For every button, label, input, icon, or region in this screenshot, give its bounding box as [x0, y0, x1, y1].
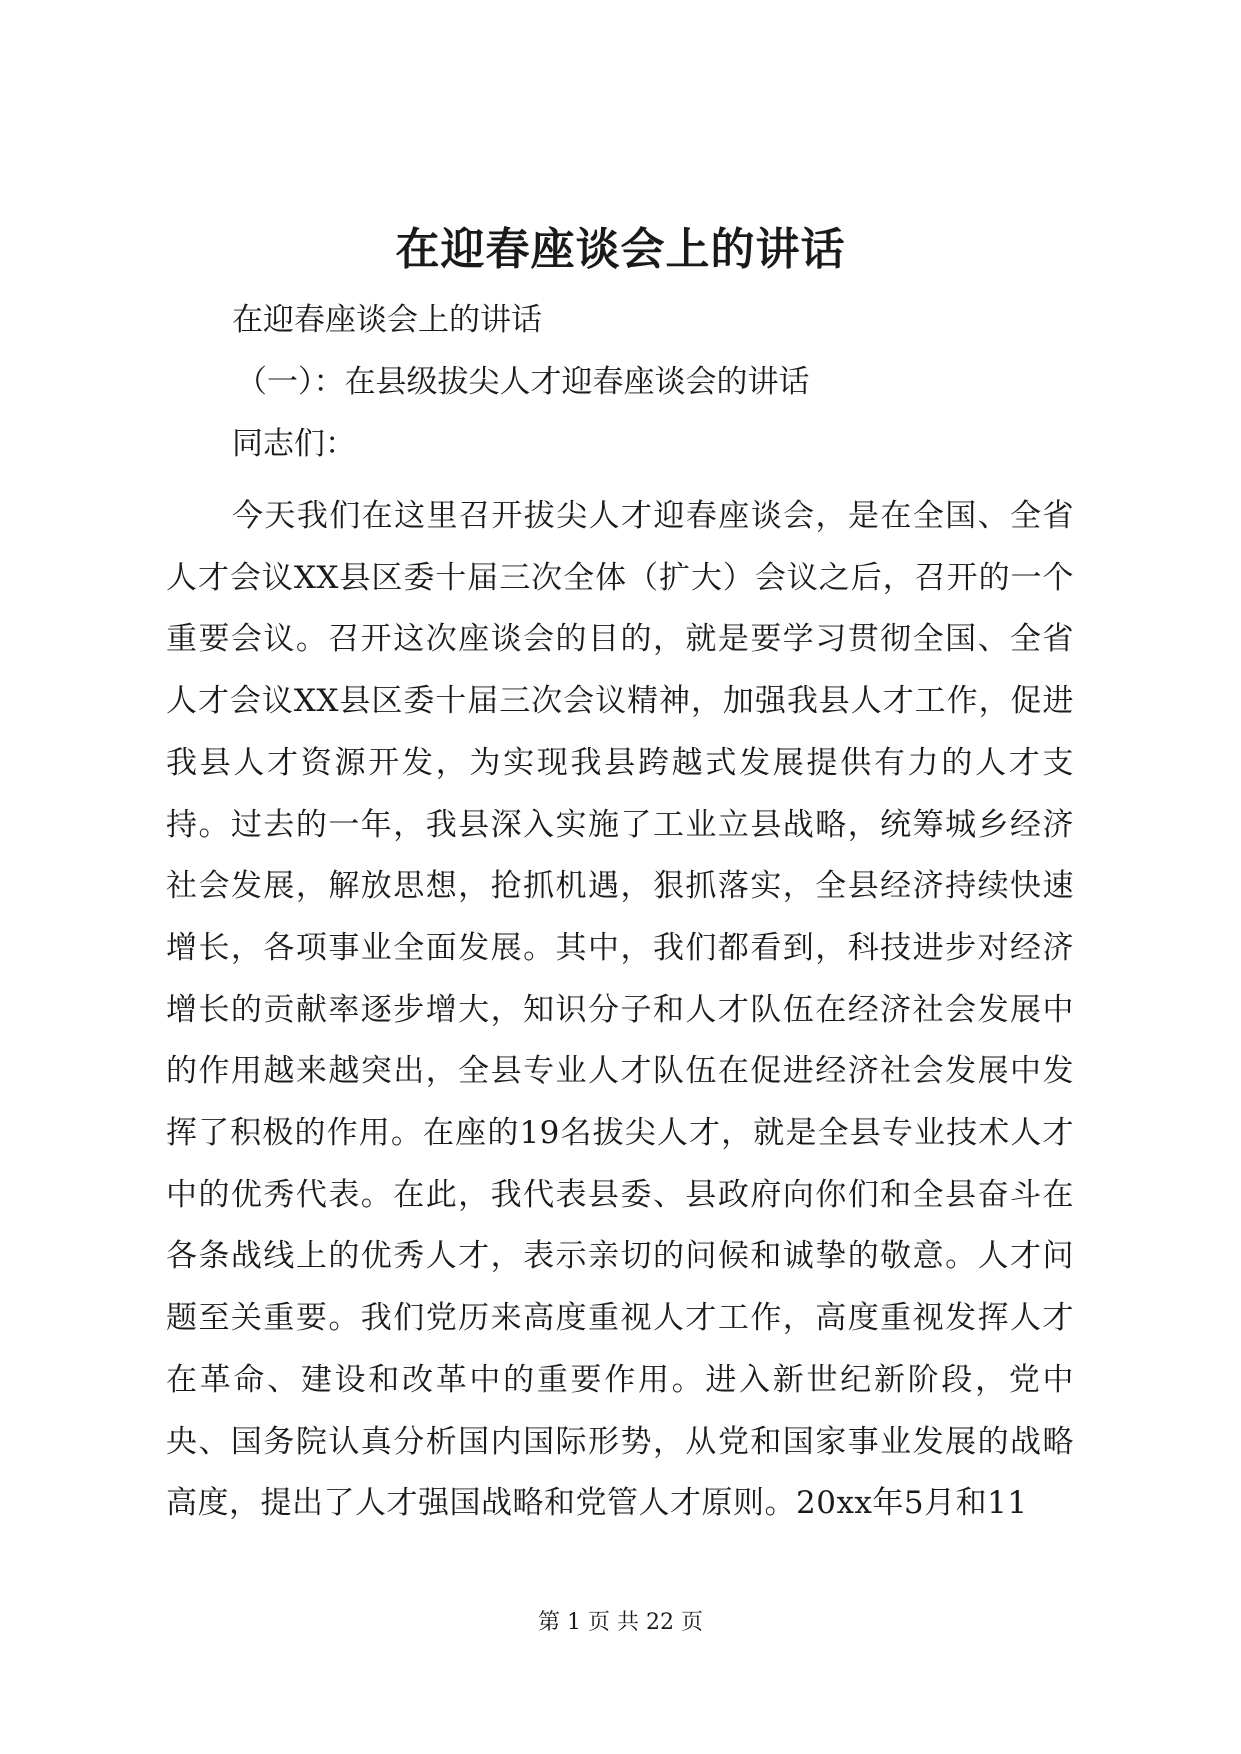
greeting: 同志们：: [232, 426, 356, 462]
document-title: 在迎春座谈会上的讲话: [395, 224, 846, 275]
page-footer: 第 1 页 共 22 页: [538, 1610, 703, 1635]
body-paragraph: 今天我们在这里召开拔尖人才迎春座谈会，是在全国、全省人才会议XX县区委十届三次全体（扩大）会议之后，召开的一个重要会议。召开这次座谈会的目的，就是要学习贯彻全国、全省人才会议XX县区委十届三次会议精神，加强我县人才工作，促进我县人才资源开发，为实现我县跨越式发展提供有力的人才支持。过去的一年，我县深入实施了工业立县战略，统筹城乡经济社会发展，解放思想，抢抓机遇，狠抓落实，全县经济持续快速增长，各项事业全面发展。其中，我们都看到，科技进步对经济增长的贡献率逐步增大，知识分子和人才队伍在经济社会发展中的作用越来越突出，全县专业人才队伍在促进经济社会发展中发挥了积极的作用。在座的19名拔尖人才，就是全县专业技术人才中的优秀代表。在此，我代表县委、县政府向你们和全县奋斗在各条战线上的优秀人才，表示亲切的问候和诚挚的敬意。人才问题至关重要。我们党历来高度重视人才工作，高度重视发挥人才在革命、建设和改革中的重要作用。进入新世纪新阶段，党中央、国务院认真分析国内国际形势，从党和国家事业发展的战略高度，提出了人才强国战略和党管人才原则。20xx年5月和11: [166, 498, 1074, 1522]
document-subtitle: 在迎春座谈会上的讲话: [232, 302, 542, 338]
section-heading: （一）：在县级拔尖人才迎春座谈会的讲话: [236, 364, 810, 400]
